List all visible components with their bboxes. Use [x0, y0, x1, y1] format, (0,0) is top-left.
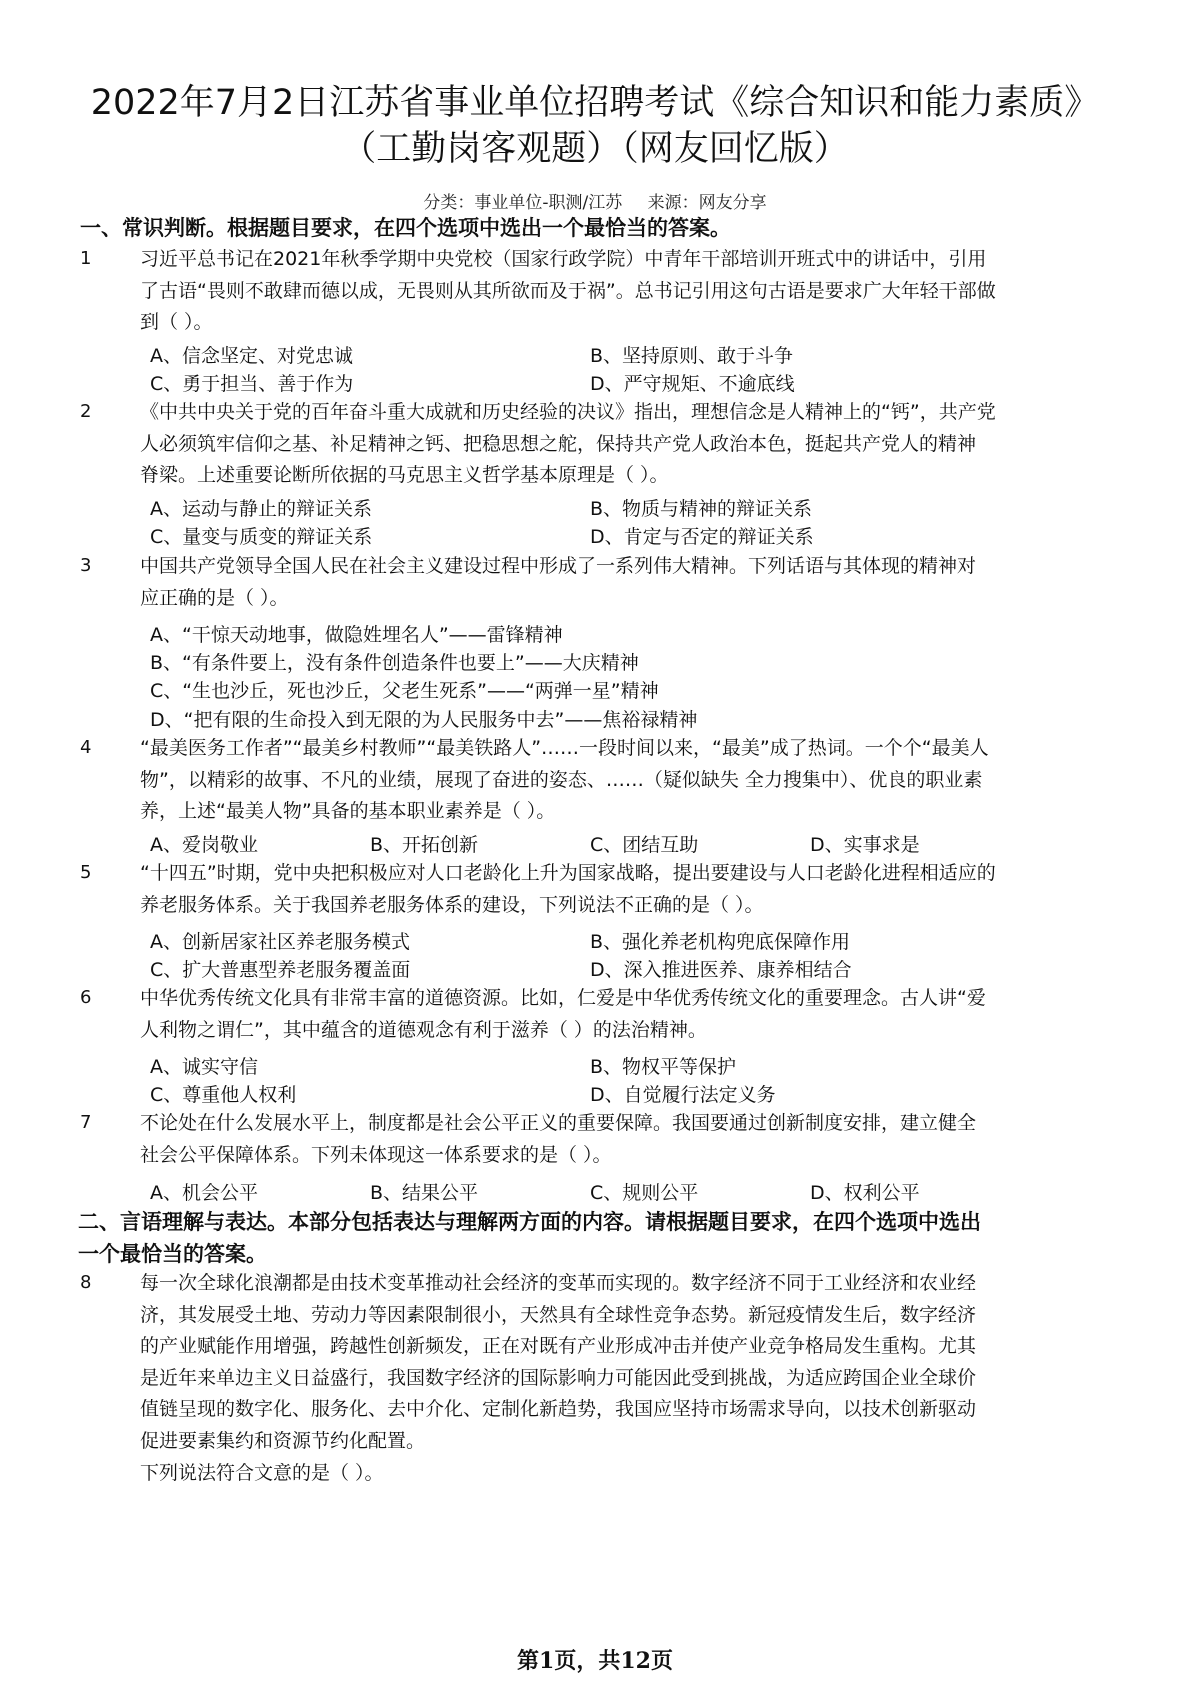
option-b: B、开拓创新: [370, 834, 479, 856]
question-number: 1: [80, 248, 92, 269]
option-c: C、量变与质变的辩证关系: [150, 526, 373, 548]
question-7-text: [140, 1108, 1100, 1171]
question-line: 人必须筑牢信仰之基、补足精神之钙、把稳思想之舵，保持共产党人政治本色，挺起共产党人的精神: [140, 432, 977, 455]
option-d: D、肯定与否定的辩证关系: [590, 526, 814, 548]
question-line: 中华优秀传统文化具有非常丰富的道德资源。比如，仁爱是中华优秀传统文化的重要理念。古人讲“爱: [140, 987, 986, 1009]
question-2-text: [140, 397, 1100, 492]
option-d: D、自觉履行法定义务: [590, 1084, 776, 1106]
question-line: 人利物之谓仁”，其中蕴含的道德观念有利于滋养（ ）的法治精神。: [140, 1018, 707, 1041]
section-heading-line: 一个最恰当的答案。: [78, 1242, 267, 1266]
question-line: 物”，以精彩的故事、不凡的业绩，展现了奋进的姿态、……（疑似缺失 全力搜集中）、优良的职业素: [140, 768, 983, 791]
question-line: 是近年来单边主义日益盛行，我国数字经济的国际影响力可能因此受到挑战，为适应跨国企业全球价: [140, 1366, 977, 1389]
question-line: 养老服务体系。关于我国养老服务体系的建设，下列说法不正确的是（ ）。: [140, 893, 764, 916]
option-a: A、机会公平: [150, 1182, 258, 1204]
question-1-text: [140, 244, 1100, 339]
category-label: 分类：事业单位-职测/江苏: [423, 193, 623, 213]
question-number: 6: [80, 987, 92, 1008]
question-line: 的产业赋能作用增强，跨越性创新频发，正在对既有产业形成冲击并使产业竞争格局发生重构。尤其: [140, 1335, 977, 1357]
question-8-text: [140, 1268, 1100, 1457]
question-6-text: [140, 983, 1100, 1046]
question-number: 2: [80, 401, 92, 422]
option-a: A、创新居家社区养老服务模式: [150, 931, 410, 953]
document-meta: [0, 188, 1190, 213]
question-number: 8: [80, 1272, 92, 1293]
question-line: 每一次全球化浪潮都是由技术变革推动社会经济的变革而实现的。数字经济不同于工业经济和农业经: [140, 1272, 977, 1294]
question-line: 了古语“畏则不敢肆而德以成，无畏则从其所欲而及于祸”。总书记引用这句古语是要求广大年轻干部做: [140, 279, 996, 302]
option-d: D、权利公平: [810, 1182, 920, 1204]
option-b: B、强化养老机构兜底保障作用: [590, 931, 851, 953]
question-number: 7: [80, 1112, 92, 1133]
question-number: 4: [80, 737, 92, 758]
question-line: 促进要素集约和资源节约化配置。: [140, 1429, 426, 1452]
option-c: C、扩大普惠型养老服务覆盖面: [150, 959, 411, 981]
option-a: A、诚实守信: [150, 1056, 258, 1078]
question-number: 5: [80, 862, 92, 883]
page-title: 2022年7月2日江苏省事业单位招聘考试《综合知识和能力素质》: [90, 83, 1100, 123]
question-line: 值链呈现的数字化、服务化、去中介化、定制化新趋势，我国应坚持市场需求导向，以技术创新驱动: [140, 1398, 977, 1420]
question-line: 习近平总书记在2021年秋季学期中央党校（国家行政学院）中青年干部培训开班式中的讲话中，引用: [140, 248, 987, 270]
option-b: B、物质与精神的辩证关系: [590, 498, 813, 520]
option-d: D、严守规矩、不逾底线: [590, 373, 795, 395]
option-a: A、信念坚定、对党忠诚: [150, 345, 353, 367]
section-heading-2: [78, 1206, 1118, 1270]
option-a: A、爱岗敬业: [150, 834, 258, 856]
option-b: B、坚持原则、敢于斗争: [590, 345, 794, 367]
section-heading-1: 一、常识判断。根据题目要求，在四个选项中选出一个最恰当的答案。: [80, 216, 731, 240]
question-8-prompt: 下列说法符合文意的是（ ）。: [140, 1462, 384, 1484]
question-line: 社会公平保障体系。下列未体现这一体系要求的是（ ）。: [140, 1143, 612, 1166]
question-line: “最美医务工作者”“最美乡村教师”“最美铁路人”……一段时间以来，“最美”成了热词。一个个“最美人: [140, 737, 989, 759]
question-3-text: [140, 551, 1100, 614]
option-b: B、结果公平: [370, 1182, 479, 1204]
question-line: 不论处在什么发展水平上，制度都是社会公平正义的重要保障。我国要通过创新制度安排，建立健全: [140, 1112, 977, 1134]
question-line: 中国共产党领导全国人民在社会主义建设过程中形成了一系列伟大精神。下列话语与其体现的精神对: [140, 555, 977, 577]
question-5-text: [140, 858, 1100, 921]
option-d: D、“把有限的生命投入到无限的为人民服务中去”——焦裕禄精神: [150, 709, 698, 731]
option-c: C、勇于担当、善于作为: [150, 373, 354, 395]
question-4-text: [140, 733, 1100, 828]
question-line: 《中共中央关于党的百年奋斗重大成就和历史经验的决议》指出，理想信念是人精神上的“钙”，共产党: [140, 401, 996, 423]
page-subtitle: （工勤岗客观题）（网友回忆版）: [341, 129, 849, 169]
option-c: C、尊重他人权利: [150, 1084, 297, 1106]
option-d: D、实事求是: [810, 834, 920, 856]
section-heading-line: 二、言语理解与表达。本部分包括表达与理解两方面的内容。请根据题目要求，在四个选项中选出: [78, 1210, 981, 1234]
option-c: C、规则公平: [590, 1182, 699, 1204]
option-d: D、深入推进医养、康养相结合: [590, 959, 852, 981]
question-line: “十四五”时期，党中央把积极应对人口老龄化上升为国家战略，提出要建设与人口老龄化进程相适应的: [140, 862, 996, 884]
question-number: 3: [80, 555, 92, 576]
option-a: A、“干惊天动地事，做隐姓埋名人”——雷锋精神: [150, 624, 563, 646]
question-line: 脊梁。上述重要论断所依据的马克思主义哲学基本原理是（ ）。: [140, 464, 669, 486]
option-c: C、团结互助: [590, 834, 699, 856]
source-label: 来源：网友分享: [647, 193, 767, 213]
option-b: B、“有条件要上，没有条件创造条件也要上”——大庆精神: [150, 652, 639, 674]
option-a: A、运动与静止的辩证关系: [150, 498, 372, 520]
question-line: 到（ ）。: [140, 311, 213, 333]
question-line: 养，上述“最美人物”具备的基本职业素养是（ ）。: [140, 800, 556, 822]
page-footer: 第1页，共12页: [517, 1648, 673, 1674]
question-line: 济，其发展受土地、劳动力等因素限制很小，天然具有全球性竞争态势。新冠疫情发生后，数字经济: [140, 1303, 977, 1326]
question-line: 应正确的是（ ）。: [140, 586, 289, 609]
option-c: C、“生也沙丘，死也沙丘，父老生死系”——“两弹一星”精神: [150, 680, 659, 702]
option-b: B、物权平等保护: [590, 1056, 737, 1078]
